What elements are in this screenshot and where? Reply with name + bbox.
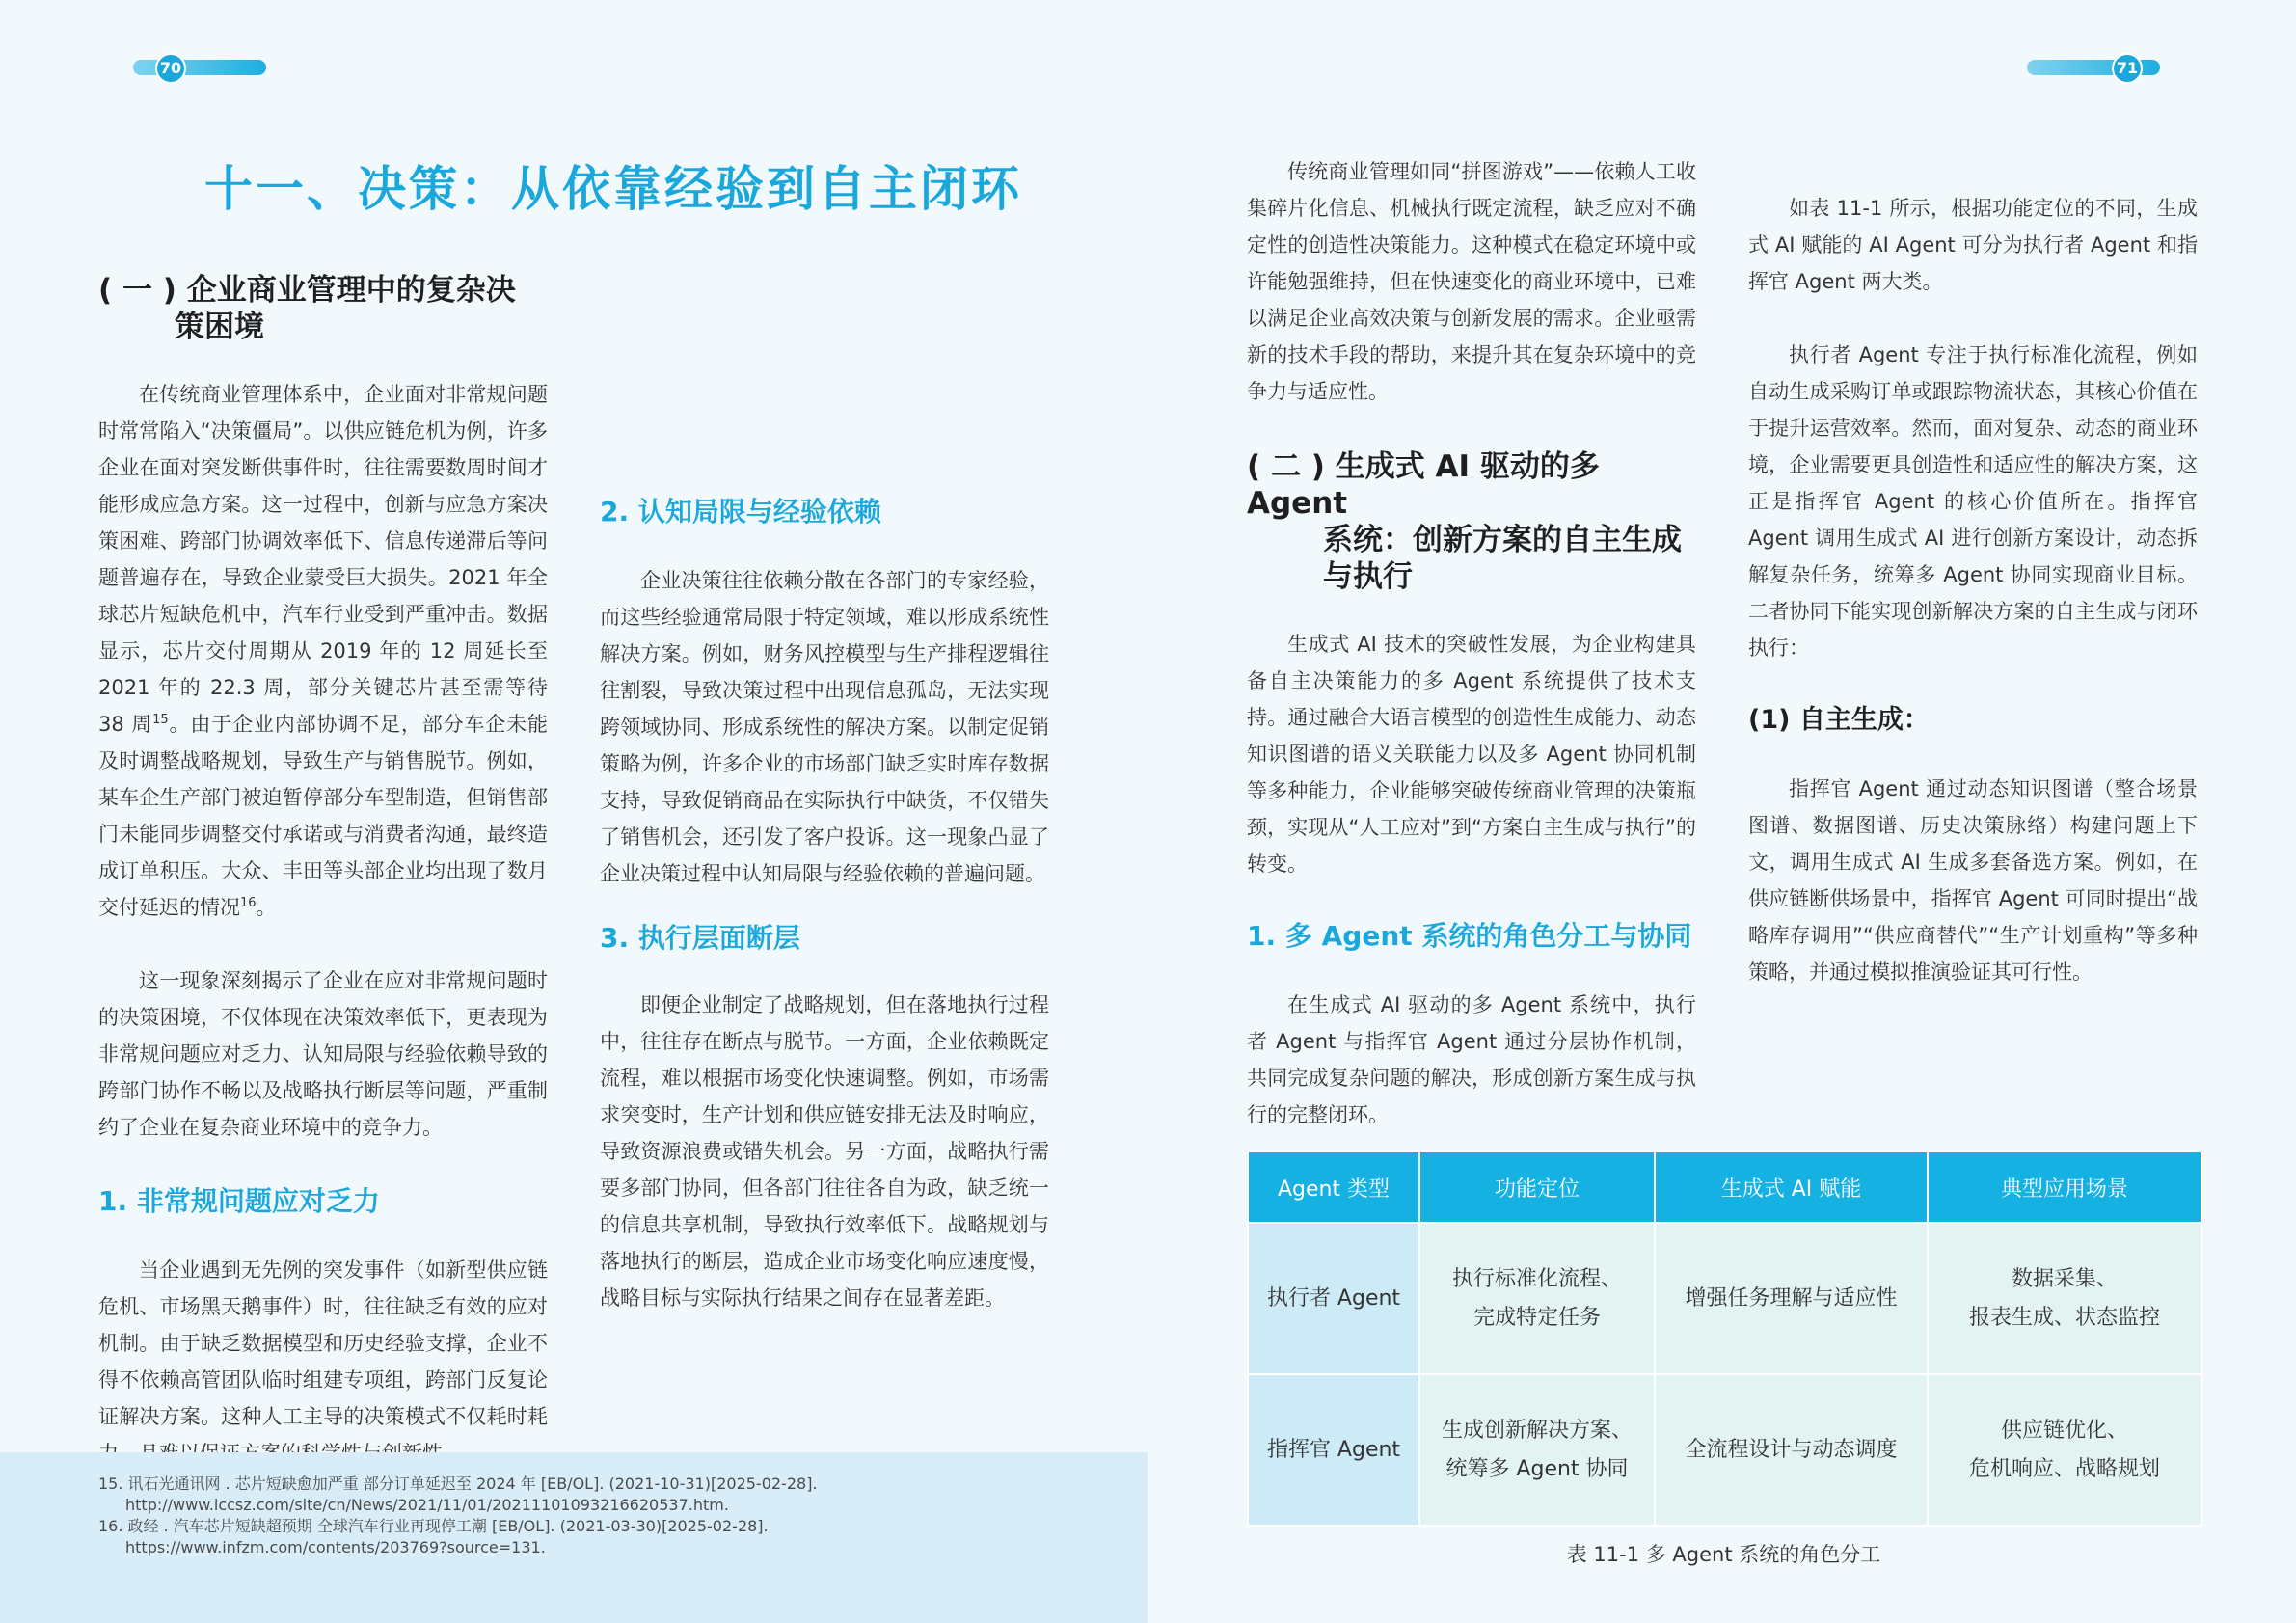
subheading-2: 2. 认知局限与经验依赖 — [600, 496, 881, 527]
agent-role-table — [1247, 1150, 2202, 1527]
table-header-cell: Agent 类型 — [1248, 1151, 1419, 1223]
section-heading-2-line1: ( 二 ) 生成式 AI 驱动的多 Agent — [1247, 449, 1600, 521]
cell-line: 危机响应、战略规划 — [1968, 1456, 2160, 1481]
footnote-area — [0, 1452, 1148, 1623]
table-cell: 执行者 Agent — [1248, 1223, 1419, 1374]
table-row — [1248, 1223, 2201, 1374]
subheading-auto-generation: (1) 自主生成： — [1748, 705, 1930, 735]
cell-line: 完成特定任务 — [1472, 1305, 1601, 1330]
paragraph: 在生成式 AI 驱动的多 Agent 系统中，执行者 Agent 与指挥官 Agent 通过分层协作机制，共同完成复杂问题的解决，形成创新方案生成与执行的完整闭环。 — [1247, 993, 1696, 1126]
paragraph: 生成式 AI 技术的突破性发展，为企业构建具备自主决策能力的多 Agent 系统提供了技术支持。通过融合大语言模型的创造性生成能力、动态知识图谱的语义关联能力以及多 Agent 协同机制等多种能力，企业能够突破传统商业管理的决策瓶颈，实现从“人工应对”到“方案自主生成与执行”的转变。 — [1247, 633, 1696, 876]
page-number-bar — [133, 60, 266, 75]
chapter-title: 十一、决策：从依靠经验到自主闭环 — [204, 161, 1022, 217]
paragraph-text: 在传统商业管理体系中，企业面对非常规问题时常常陷入“决策僵局”。以供应链危机为例，许多企业在面对突发断供事件时，往往需要数周时间才能形成应急方案。这一过程中，创新与应急方案决策困难、跨部门协调效率低下、信息传递滞后等问题普遍存在，导致企业蒙受巨大损失。2021 年全球芯片短缺危机中，汽车行业受到严重冲击。数据显示，芯片交付周期从 2019 年的 12 周延长至 2021 年的 22.3 周，部分关键芯片甚至需等待 38 周 — [98, 383, 548, 736]
left-column-1 — [98, 272, 548, 1472]
table-cell — [1928, 1374, 2201, 1526]
table-row — [1248, 1374, 2201, 1526]
table-cell — [1928, 1223, 2201, 1374]
footnote-text: 15. 讯石光通讯网 . 芯片短缺愈加严重 部分订单延迟至 2024 年 [EB/OL]. (2021-10-31)[2025-02-28]. — [98, 1474, 818, 1493]
table-cell: 增强任务理解与适应性 — [1655, 1223, 1928, 1374]
paragraph: 这一现象深刻揭示了企业在应对非常规问题时的决策困境，不仅体现在决策效率低下，更表现为非常规问题应对乏力、认知局限与经验依赖导致的跨部门协作不畅以及战略执行断层等问题，严重制约了企业在复杂商业环境中的竞争力。 — [98, 969, 548, 1139]
section-heading-1 — [98, 272, 548, 345]
footnote-link[interactable]: https://www.infzm.com/contents/203769?source=131. — [125, 1538, 546, 1556]
subheading-3: 3. 执行层面断层 — [600, 922, 800, 954]
paragraph-text: 。由于企业内部协调不足，部分车企未能及时调整战略规划，导致生产与销售脱节。例如，某车企生产部门被迫暂停部分车型制造，但销售部门未能同步调整交付承诺或与消费者沟通，最终造成订单积压。大众、丰田等头部企业均出现了数月交付延迟的情况 — [98, 713, 548, 919]
left-column-2 — [600, 272, 1049, 1316]
cell-line: 统筹多 Agent 协同 — [1445, 1456, 1629, 1481]
section-heading-2-line3: 与执行 — [1323, 559, 1413, 594]
table-header-cell: 功能定位 — [1419, 1151, 1655, 1223]
section-heading-1-line1: ( 一 ) 企业商业管理中的复杂决 — [98, 273, 516, 308]
subheading-1: 1. 非常规问题应对乏力 — [98, 1185, 380, 1217]
right-column-2 — [1748, 153, 2198, 990]
cell-line: 数据采集、 — [2011, 1266, 2118, 1291]
footnote-text: 16. 政经 . 汽车芯片短缺超预期 全球汽车行业再现停工潮 [EB/OL]. (2021-03-30)[2025-02-28]. — [98, 1517, 769, 1535]
paragraph: 传统商业管理如同“拼图游戏”——依赖人工收集碎片化信息、机械执行既定流程，缺乏应对不确定性的创造性决策能力。这种模式在稳定环境中或许能勉强维持，但在快速变化的商业环境中，已难以满足企业高效决策与创新发展的需求。企业亟需新的技术手段的帮助，来提升其在复杂环境中的竞争力与适应性。 — [1247, 160, 1696, 403]
cell-line: 供应链优化、 — [2000, 1418, 2128, 1443]
table-cell — [1419, 1223, 1655, 1374]
table-cell: 指挥官 Agent — [1248, 1374, 1419, 1526]
cell-line: 生成创新解决方案、 — [1441, 1418, 1633, 1443]
cell-line: 报表生成、状态监控 — [1968, 1305, 2160, 1330]
footnote-link[interactable]: http://www.iccsz.com/site/cn/News/2021/11/01/20211101093216620537.htm. — [125, 1496, 729, 1514]
paragraph: 当企业遇到无先例的突发事件（如新型供应链危机、市场黑天鹅事件）时，往往缺乏有效的应对机制。由于缺乏数据模型和历史经验支撑，企业不得不依赖高管团队临时组建专项组，跨部门反复论证解决方案。这种人工主导的决策模式不仅耗时耗 — [98, 1258, 548, 1428]
paragraph: 如表 11-1 所示，根据功能定位的不同，生成式 AI 赋能的 AI Agent 可分为执行者 Agent 和指挥官 Agent 两大类。 — [1748, 197, 2198, 293]
right-column-1 — [1247, 153, 1696, 1133]
table-header-row — [1248, 1151, 2201, 1223]
section-heading-1-line2: 策困境 — [175, 310, 264, 344]
table-header-cell: 典型应用场景 — [1928, 1151, 2201, 1223]
cell-line: 执行标准化流程、 — [1451, 1266, 1622, 1291]
footnote-ref-16[interactable]: 16 — [240, 896, 257, 910]
table-cell — [1419, 1374, 1655, 1526]
page-number-left: 70 — [155, 53, 186, 84]
paragraph — [98, 376, 548, 926]
footnote-ref-15[interactable]: 15 — [152, 713, 169, 727]
paragraph: 企业决策往往依赖分散在各部门的专家经验，而这些经验通常局限于特定领域，难以形成系统性解决方案。例如，财务风控模型与生产排程逻辑往往割裂，导致决策过程中出现信息孤岛，无法实现跨领域协同、形成系统性的解决方案。以制定促销策略为例，许多企业的市场部门缺乏实时库存数据支持，导致促销商品在实际执行中缺货，不仅错失了销售机会，还引发了客户投诉。这一现象凸显了企业决策过程中认知局限与经验依赖的普遍问题。 — [600, 569, 1049, 885]
paragraph: 即便企业制定了战略规划，但在落地执行过程中，往往存在断点与脱节。一方面，企业依赖既定流程，难以根据市场变化快速调整。例如，市场需求突变时，生产计划和供应链安排无法及时响应，导致资源浪费或错失机会。另一方面，战略执行需要多部门协同，但各部门往往各自为政，缺乏统一的信息共享机制，导致执行效率低下。战略规划与落地执行的断层，造成企业市场变化响应速度慢，战略目标与实际执行结果之间存在显著差距。 — [600, 993, 1049, 1310]
paragraph: 执行者 Agent 专注于执行标准化流程，例如自动生成采购订单或跟踪物流状态，其核心价值在于提升运营效率。然而，面对复杂、动态的商业环境，企业需要更具创造性和适应性的解决方案，这正是指挥官 Agent 的核心价值所在。指挥官 Agent 调用生成式 AI 进行创新方案设计，动态拆解复杂任务，统筹多 Agent 协同实现商业目标。二者协同下能实现创新解决方案的自主生成与闭环执行： — [1748, 343, 2198, 660]
section-heading-2 — [1247, 448, 1696, 595]
section-heading-2-line2: 系统：创新方案的自主生成 — [1323, 523, 1682, 557]
table-cell: 全流程设计与动态调度 — [1655, 1374, 1928, 1526]
table-header-cell: 生成式 AI 赋能 — [1655, 1151, 1928, 1223]
footnote-15 — [98, 1474, 818, 1516]
paragraph: 指挥官 Agent 通过动态知识图谱（整合场景图谱、数据图谱、历史决策脉络）构建问题上下文，调用生成式 AI 生成多套备选方案。例如，在供应链断供场景中，指挥官 Agent 可同时提出“战略库存调用”“供应商替代”“生产计划重构”等多种策略，并通过模拟推演验证其可行性。 — [1748, 777, 2198, 984]
footnote-16 — [98, 1516, 769, 1558]
paragraph-text: 。 — [256, 896, 277, 919]
table-caption: 表 11-1 多 Agent 系统的角色分工 — [1566, 1543, 1881, 1566]
subheading-agent-roles: 1. 多 Agent 系统的角色分工与协同 — [1247, 920, 1692, 952]
page-number-right: 71 — [2112, 53, 2143, 84]
